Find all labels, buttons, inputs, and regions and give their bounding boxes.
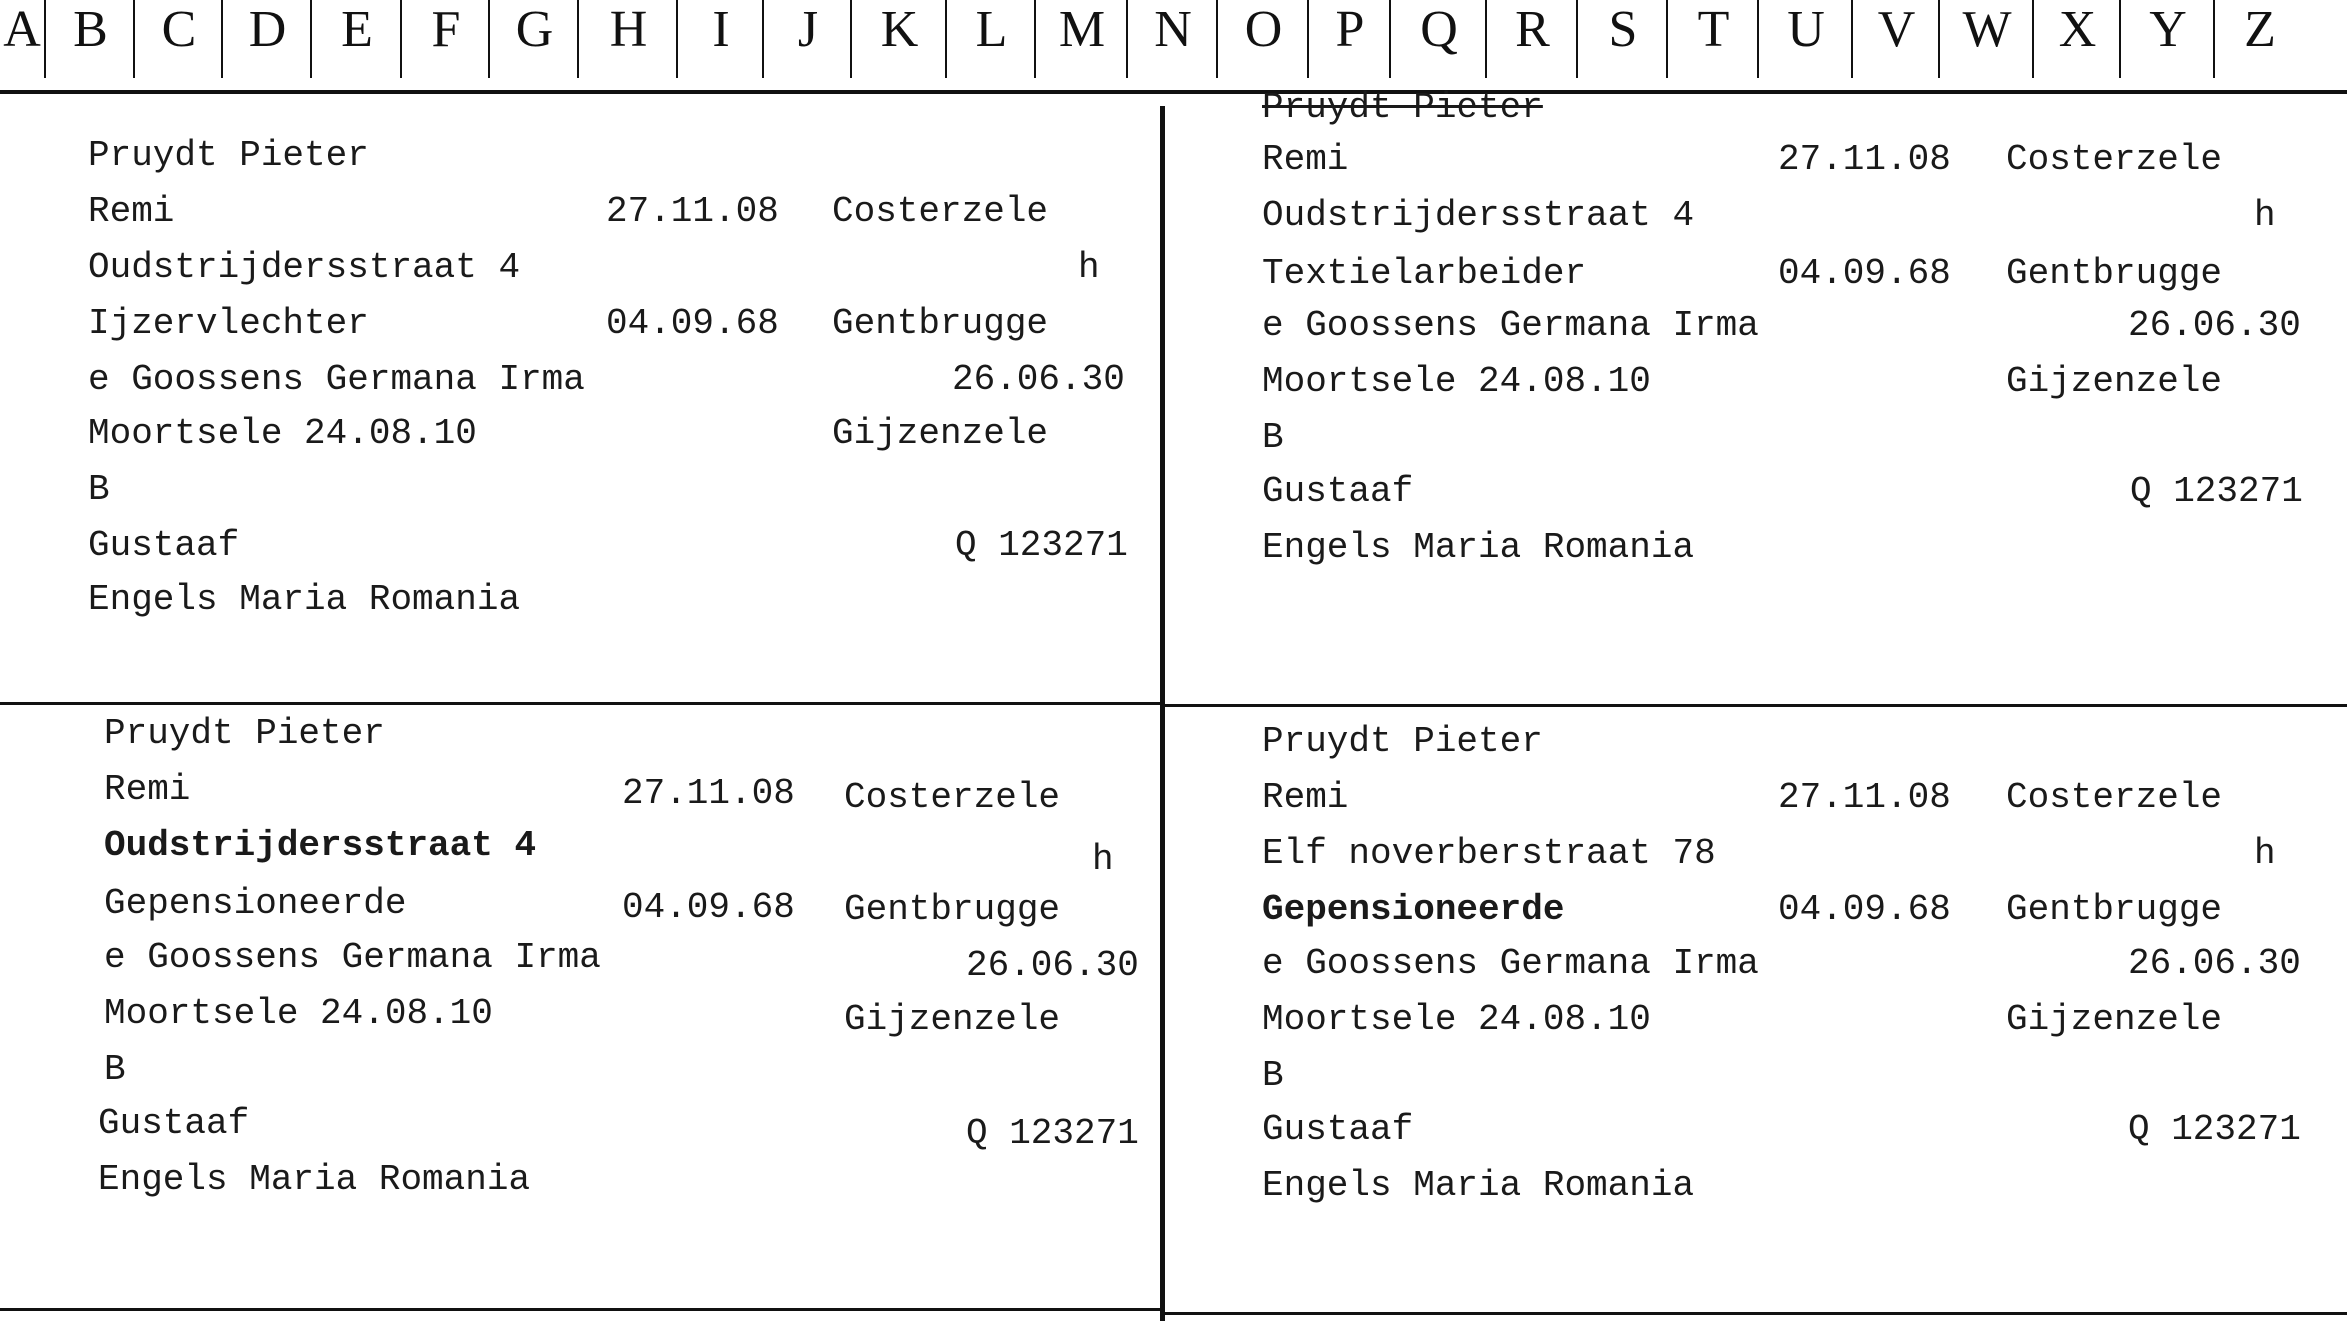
card-reference: Q 123271 bbox=[2130, 471, 2303, 512]
card-spouse-place: Gijzenzele bbox=[2006, 361, 2223, 402]
card-address: Oudstrijdersstraat 4 bbox=[88, 247, 521, 288]
card-first-name: Remi bbox=[88, 191, 175, 232]
letter-z: Z bbox=[2213, 0, 2305, 78]
letter-j: J bbox=[762, 0, 852, 78]
card-spouse-birth: Moortsele 24.08.10 bbox=[104, 993, 493, 1034]
card-father: Gustaaf bbox=[1262, 471, 1414, 512]
card-occupation: Gepensioneerde bbox=[104, 883, 407, 924]
center-divider bbox=[1160, 106, 1165, 1321]
card-birth-date: 27.11.08 bbox=[606, 191, 779, 232]
card-birth-place: Costerzele bbox=[2006, 139, 2223, 180]
card-marker-h: h bbox=[1078, 247, 1100, 288]
card-event-date: 04.09.68 bbox=[622, 887, 795, 928]
card-birth-date: 27.11.08 bbox=[1778, 777, 1951, 818]
card-first-name: Remi bbox=[1262, 139, 1349, 180]
card-father: Gustaaf bbox=[98, 1103, 250, 1144]
card-mother: Engels Maria Romania bbox=[1262, 1165, 1695, 1206]
card-spouse: e Goossens Germana Irma bbox=[88, 359, 585, 400]
letter-r: R bbox=[1485, 0, 1578, 78]
card-first-name: Remi bbox=[104, 769, 191, 810]
card-reference: Q 123271 bbox=[955, 525, 1128, 566]
card-spouse: e Goossens Germana Irma bbox=[1262, 943, 1759, 984]
letter-q: Q bbox=[1389, 0, 1487, 78]
letter-f: F bbox=[400, 0, 490, 78]
letter-g: G bbox=[488, 0, 579, 78]
card-reference: Q 123271 bbox=[966, 1113, 1139, 1154]
card-mother: Engels Maria Romania bbox=[88, 579, 521, 620]
card-address: Oudstrijdersstraat 4 bbox=[1262, 195, 1695, 236]
alphabet-index bbox=[0, 0, 2347, 94]
letter-s: S bbox=[1576, 0, 1668, 78]
card-spouse: e Goossens Germana Irma bbox=[1262, 305, 1759, 346]
letter-k: K bbox=[850, 0, 947, 78]
card-spouse-date: 26.06.30 bbox=[2128, 943, 2301, 984]
card-marker-h: h bbox=[1092, 839, 1114, 880]
card-occupation: Textielarbeider bbox=[1262, 253, 1587, 294]
card-spouse-date: 26.06.30 bbox=[2128, 305, 2301, 346]
card-name: Pruydt Pieter bbox=[104, 713, 385, 754]
letter-e: E bbox=[310, 0, 402, 78]
card-birth-date: 27.11.08 bbox=[1778, 139, 1951, 180]
card-father: Gustaaf bbox=[88, 525, 240, 566]
letter-n: N bbox=[1126, 0, 1218, 78]
card-name: Pruydt Pieter bbox=[1262, 87, 1543, 128]
card-spouse-birth: Moortsele 24.08.10 bbox=[1262, 361, 1651, 402]
divider-right-bottom bbox=[1165, 1312, 2347, 1315]
letter-u: U bbox=[1757, 0, 1853, 78]
card-event-place: Gentbrugge bbox=[832, 303, 1049, 344]
divider-left-bottom bbox=[0, 1308, 1160, 1311]
card-spouse-birth: Moortsele 24.08.10 bbox=[88, 413, 477, 454]
card-event-date: 04.09.68 bbox=[1778, 889, 1951, 930]
card-event-place: Gentbrugge bbox=[2006, 253, 2223, 294]
letter-t: T bbox=[1666, 0, 1759, 78]
letter-o: O bbox=[1216, 0, 1309, 78]
letter-v: V bbox=[1851, 0, 1940, 78]
card-mother: Engels Maria Romania bbox=[98, 1159, 531, 1200]
card-event-place: Gentbrugge bbox=[844, 889, 1061, 930]
letter-a: A bbox=[3, 1, 41, 58]
card-marker-b: B bbox=[1262, 1055, 1284, 1096]
letter-p: P bbox=[1307, 0, 1391, 78]
letter-y: Y bbox=[2119, 0, 2215, 78]
card-event-place: Gentbrugge bbox=[2006, 889, 2223, 930]
card-name: Pruydt Pieter bbox=[1262, 721, 1543, 762]
card-occupation: Ijzervlechter bbox=[88, 303, 369, 344]
letter-x: X bbox=[2032, 0, 2121, 78]
card-spouse-place: Gijzenzele bbox=[2006, 999, 2223, 1040]
card-event-date: 04.09.68 bbox=[1778, 253, 1951, 294]
card-address: Elf noverberstraat 78 bbox=[1262, 833, 1716, 874]
divider-right-middle bbox=[1165, 704, 2347, 707]
card-occupation: Gepensioneerde bbox=[1262, 889, 1565, 930]
card-birth-place: Costerzele bbox=[832, 191, 1049, 232]
card-birth-place: Costerzele bbox=[2006, 777, 2223, 818]
card-marker-b: B bbox=[104, 1049, 126, 1090]
card-address: Oudstrijdersstraat 4 bbox=[104, 825, 537, 866]
card-spouse-place: Gijzenzele bbox=[832, 413, 1049, 454]
letter-b: B bbox=[44, 0, 135, 78]
card-first-name: Remi bbox=[1262, 777, 1349, 818]
card-father: Gustaaf bbox=[1262, 1109, 1414, 1150]
card-name: Pruydt Pieter bbox=[88, 135, 369, 176]
card-event-date: 04.09.68 bbox=[606, 303, 779, 344]
letter-m: M bbox=[1034, 0, 1128, 78]
card-birth-place: Costerzele bbox=[844, 777, 1061, 818]
letter-c: C bbox=[133, 0, 223, 78]
card-marker-h: h bbox=[2254, 195, 2276, 236]
letter-d: D bbox=[221, 0, 312, 78]
card-marker-h: h bbox=[2254, 833, 2276, 874]
letter-h: H bbox=[577, 0, 678, 78]
card-reference: Q 123271 bbox=[2128, 1109, 2301, 1150]
card-spouse-place: Gijzenzele bbox=[844, 999, 1061, 1040]
divider-left-middle bbox=[0, 702, 1160, 705]
card-marker-b: B bbox=[1262, 417, 1284, 458]
card-mother: Engels Maria Romania bbox=[1262, 527, 1695, 568]
letter-w: W bbox=[1938, 0, 2034, 78]
letter-i: I bbox=[676, 0, 764, 78]
card-spouse-date: 26.06.30 bbox=[966, 945, 1139, 986]
card-spouse: e Goossens Germana Irma bbox=[104, 937, 601, 978]
card-marker-b: B bbox=[88, 469, 110, 510]
card-birth-date: 27.11.08 bbox=[622, 773, 795, 814]
card-spouse-birth: Moortsele 24.08.10 bbox=[1262, 999, 1651, 1040]
card-spouse-date: 26.06.30 bbox=[952, 359, 1125, 400]
letter-l: L bbox=[945, 0, 1036, 78]
